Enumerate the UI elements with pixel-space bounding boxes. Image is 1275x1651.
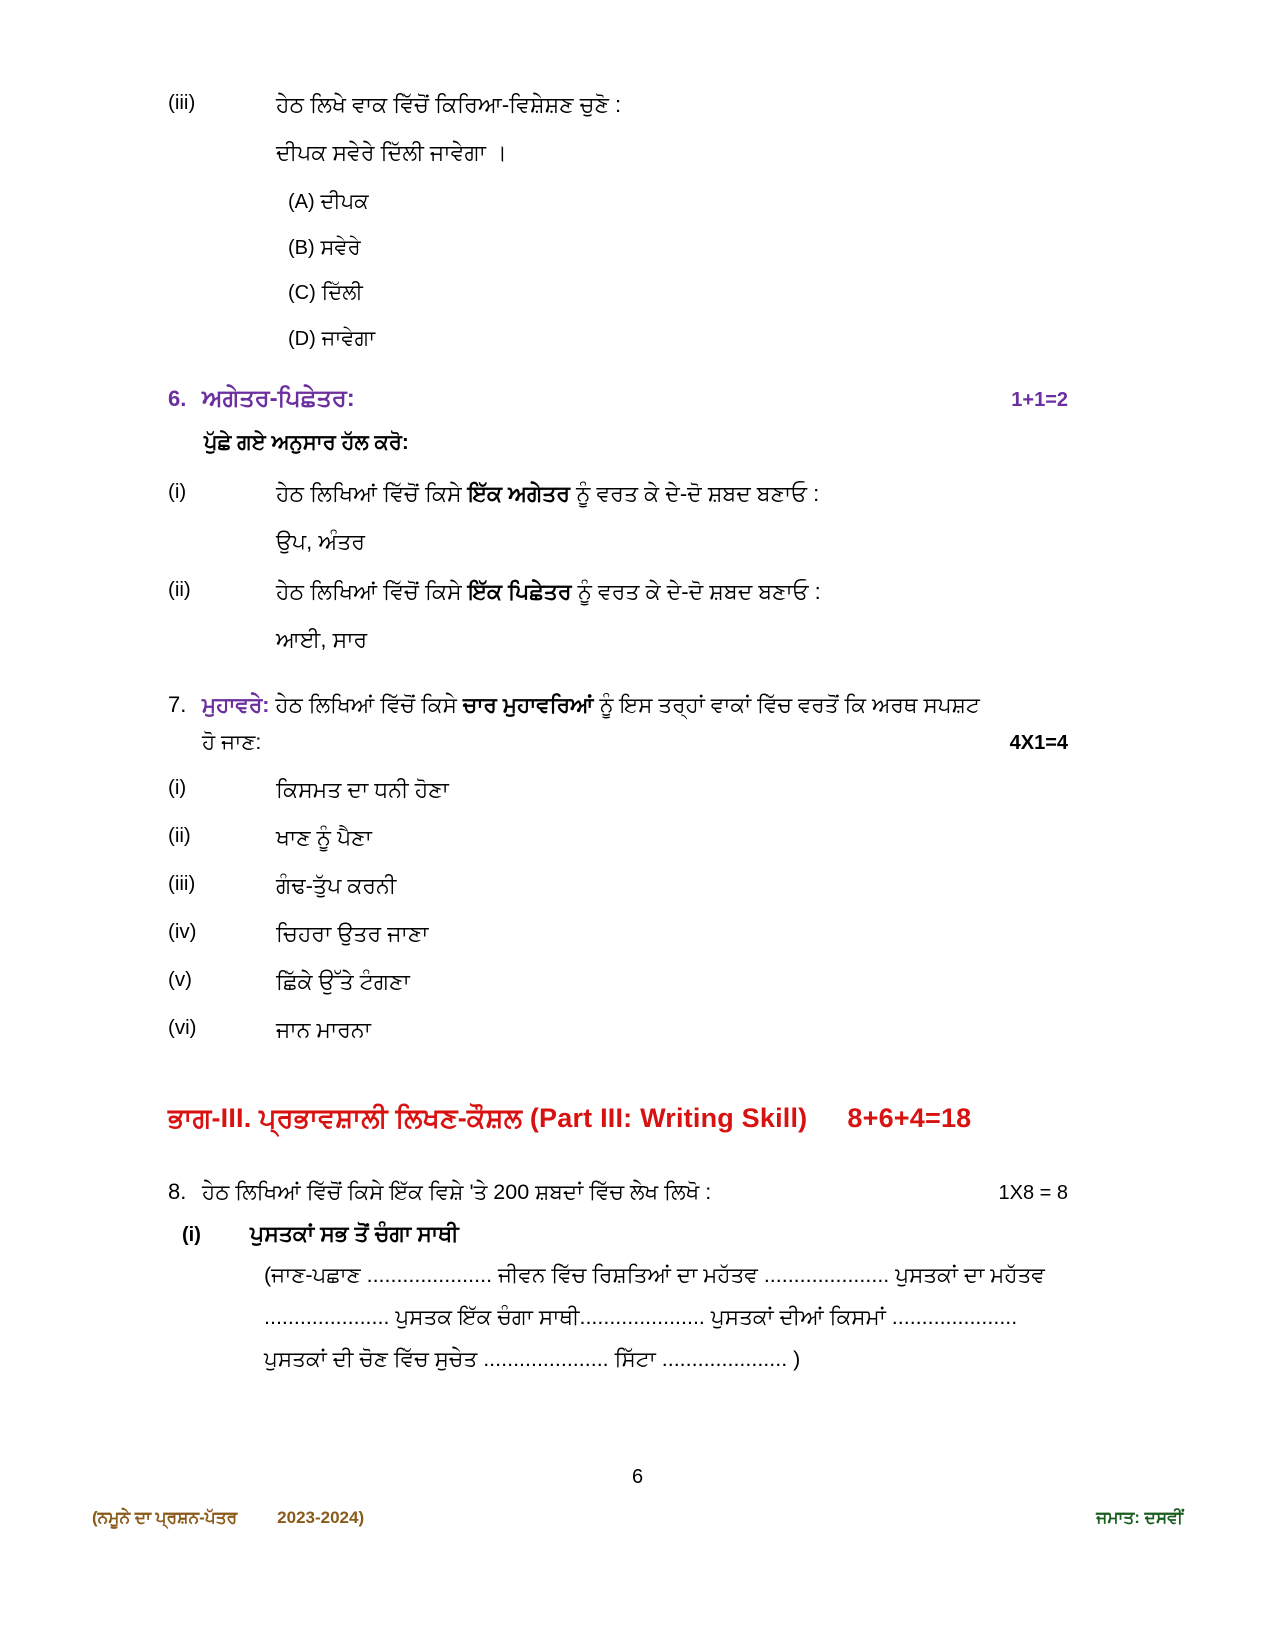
question-6-number: 6. <box>168 386 187 412</box>
question-6-instruction: ਪੁੱਛੇ ਗਏ ਅਨੁਸਾਰ ਹੱਲ ਕਰੋ: <box>204 430 409 454</box>
q6-item-ii-row <box>168 575 1068 609</box>
idiom-text: ਗੰਢ-ਤੁੱਪ ਕਰਨੀ <box>276 872 397 898</box>
question-7-number: 7. <box>168 691 187 717</box>
idiom-item <box>168 917 1068 951</box>
option-d-label: (D) <box>288 327 316 350</box>
footer-year: 2023-2024) <box>277 1508 365 1527</box>
page-content <box>168 88 1068 1381</box>
idiom-item <box>168 1013 1068 1047</box>
essay-topic-outline: (ਜਾਣ-ਪਛਾਣ ..................... ਜੀਵਨ ਵਿੱਚ ਰਿਸ਼ਤਿਆਂ ਦਾ ਮਹੱਤਵ ..................... ਪੁਸਤਕਾਂ ਦਾ ਮਹੱਤਵ ..................... ਪੁਸਤਕ ਇੱਕ ਚੰਗਾ ਸਾਥੀ..................... ਪੁਸਤਕਾਂ ਦੀਆਂ ਕਿਸਮਾਂ ..................... ਪੁਸਤਕਾਂ ਦੀ ਚੋਣ ਵਿੱਚ ਸੁਚੇਤ ..................... ਸਿੱਟਾ ..................... ) <box>264 1263 1045 1372</box>
question-7-heading <box>168 687 1068 724</box>
q6-item-i-post: ਨੂੰ ਵਰਤ ਕੇ ਦੇ-ਦੋ ਸ਼ਬਦ ਬਣਾਓ : <box>570 480 820 506</box>
question-8-heading <box>168 1175 1068 1209</box>
question-7-marks: 4X1=4 <box>1009 731 1068 754</box>
q6-item-ii-post: ਨੂੰ ਵਰਤ ਕੇ ਦੇ-ਦੋ ਸ਼ਬਦ ਬਣਾਓ : <box>571 578 821 604</box>
idiom-item <box>168 869 1068 903</box>
q6-item-ii-bold: ਇੱਕ ਪਿਛੇਤਰ <box>467 578 572 604</box>
q6-item-i-answer: ਉਪ, ਅੰਤਰ <box>276 528 365 554</box>
idiom-text: ਚਿਹਰਾ ਉਤਰ ਜਾਣਾ <box>276 920 429 946</box>
idiom-marker: (i) <box>168 775 187 799</box>
question-7-post: ਨੂੰ ਇਸ ਤਰ੍ਹਾਂ ਵਾਕਾਂ ਵਿੱਚ ਵਰਤੋਂ ਕਿ ਅਰਥ ਸਪਸ਼ਟ <box>593 692 980 717</box>
q6-item-i-row <box>168 477 1068 511</box>
question-6-heading <box>168 380 1068 418</box>
essay-topic-i <box>168 1221 1068 1247</box>
idiom-marker: (iv) <box>168 919 197 943</box>
q6-item-ii-marker: (ii) <box>168 577 191 601</box>
idiom-marker: (ii) <box>168 823 191 847</box>
idiom-marker: (v) <box>168 967 192 991</box>
question-7-title: ਮੁਹਾਵਰੇ: <box>202 692 270 717</box>
option-a-label: (A) <box>288 191 315 214</box>
option-b[interactable] <box>288 232 1068 264</box>
example-sentence: ਦੀਪਕ ਸਵੇਰੇ ਦਿੱਲੀ ਜਾਵੇਗਾ । <box>276 140 507 166</box>
option-b-text: ਸਵੇਰੇ <box>320 235 361 259</box>
q6-item-ii-text <box>276 575 1068 609</box>
question-item-row <box>168 88 1068 122</box>
footer-paper-label: (ਨਮੂਨੇ ਦਾ ਪ੍ਰਸ਼ਨ-ਪੱਤਰ <box>92 1508 238 1527</box>
idiom-item <box>168 965 1068 999</box>
question-6-title: ਅਗੇਤਰ-ਪਿਛੇਤਰ: <box>202 385 355 413</box>
q6-item-ii-answer: ਆਈ, ਸਾਰ <box>276 626 368 652</box>
idiom-marker: (iii) <box>168 871 196 895</box>
part-3-marks: 8+6+4=18 <box>847 1103 972 1134</box>
idiom-text: ਜਾਨ ਮਾਰਨਾ <box>276 1016 371 1042</box>
idiom-text: ਖਾਣ ਨੂੰ ਪੈਣਾ <box>276 824 372 850</box>
option-c-text: ਦਿੱਲੀ <box>321 281 363 305</box>
option-d-text: ਜਾਵੇਗਾ <box>321 326 376 350</box>
idiom-text: ਛਿੱਕੇ ਉੱਤੇ ਟੰਗਣਾ <box>276 968 410 994</box>
option-a[interactable] <box>288 186 1068 218</box>
question-7-bold: ਚਾਰ ਮੁਹਾਵਰਿਆਂ <box>462 692 594 717</box>
q6-item-i-text <box>276 477 1068 511</box>
idiom-text: ਕਿਸਮਤ ਦਾ ਧਨੀ ਹੋਣਾ <box>276 776 449 802</box>
option-b-label: (B) <box>288 236 315 259</box>
option-c-label: (C) <box>288 282 316 305</box>
part-3-title: ਭਾਗ-III. ਪ੍ਰਭਾਵਸ਼ਾਲੀ ਲਿਖਣ-ਕੌਸ਼ਲ (Part III: Writing Skill) <box>168 1103 808 1134</box>
option-d[interactable] <box>288 323 1068 355</box>
question-8-number: 8. <box>168 1179 187 1205</box>
option-c[interactable] <box>288 277 1068 309</box>
item-marker: (iii) <box>168 91 196 114</box>
item-prompt: ਹੇਠ ਲਿਖੇ ਵਾਕ ਵਿੱਚੋਂ ਕਿਰਿਆ-ਵਿਸ਼ੇਸ਼ਣ ਚੁਣੋ : <box>276 92 622 117</box>
essay-topic-title: ਪੁਸਤਕਾਂ ਸਭ ਤੋਂ ਚੰਗਾ ਸਾਥੀ <box>250 1221 459 1247</box>
q6-item-i-pre: ਹੇਠ ਲਿਖਿਆਂ ਵਿੱਚੋਂ ਕਿਸੇ <box>276 480 468 506</box>
q6-item-ii-pre: ਹੇਠ ਲਿਖਿਆਂ ਵਿੱਚੋਂ ਕਿਸੇ <box>276 578 468 604</box>
option-a-text: ਦੀਪਕ <box>320 190 369 214</box>
question-8-marks: 1X8 = 8 <box>998 1182 1068 1205</box>
footer-class-label: ਜਮਾਤ: ਦਸਵੀਂ <box>1096 1508 1183 1527</box>
page-footer <box>92 1508 1183 1528</box>
idiom-marker: (vi) <box>168 1015 197 1039</box>
idiom-item <box>168 821 1068 855</box>
essay-topic-marker: (i) <box>182 1224 201 1247</box>
idiom-item <box>168 773 1068 807</box>
part-3-heading <box>168 1103 1068 1135</box>
question-6-marks: 1+1=2 <box>1011 389 1068 412</box>
question-7-continuation: ਹੋ ਜਾਣ: <box>202 729 262 754</box>
q6-item-i-bold: ਇੱਕ ਅਗੇਤਰ <box>467 480 571 506</box>
question-7-pre: ਹੇਠ ਲਿਖਿਆਂ ਵਿੱਚੋਂ ਕਿਸੇ <box>269 692 463 717</box>
question-8-prompt: ਹੇਠ ਲਿਖਿਆਂ ਵਿੱਚੋਂ ਕਿਸੇ ਇੱਕ ਵਿਸ਼ੇ 'ਤੇ 200 ਸ਼ਬਦਾਂ ਵਿੱਚ ਲੇਖ ਲਿਖੋ : <box>202 1180 712 1205</box>
page-number: 6 <box>631 1466 644 1488</box>
q6-item-i-marker: (i) <box>168 479 187 503</box>
